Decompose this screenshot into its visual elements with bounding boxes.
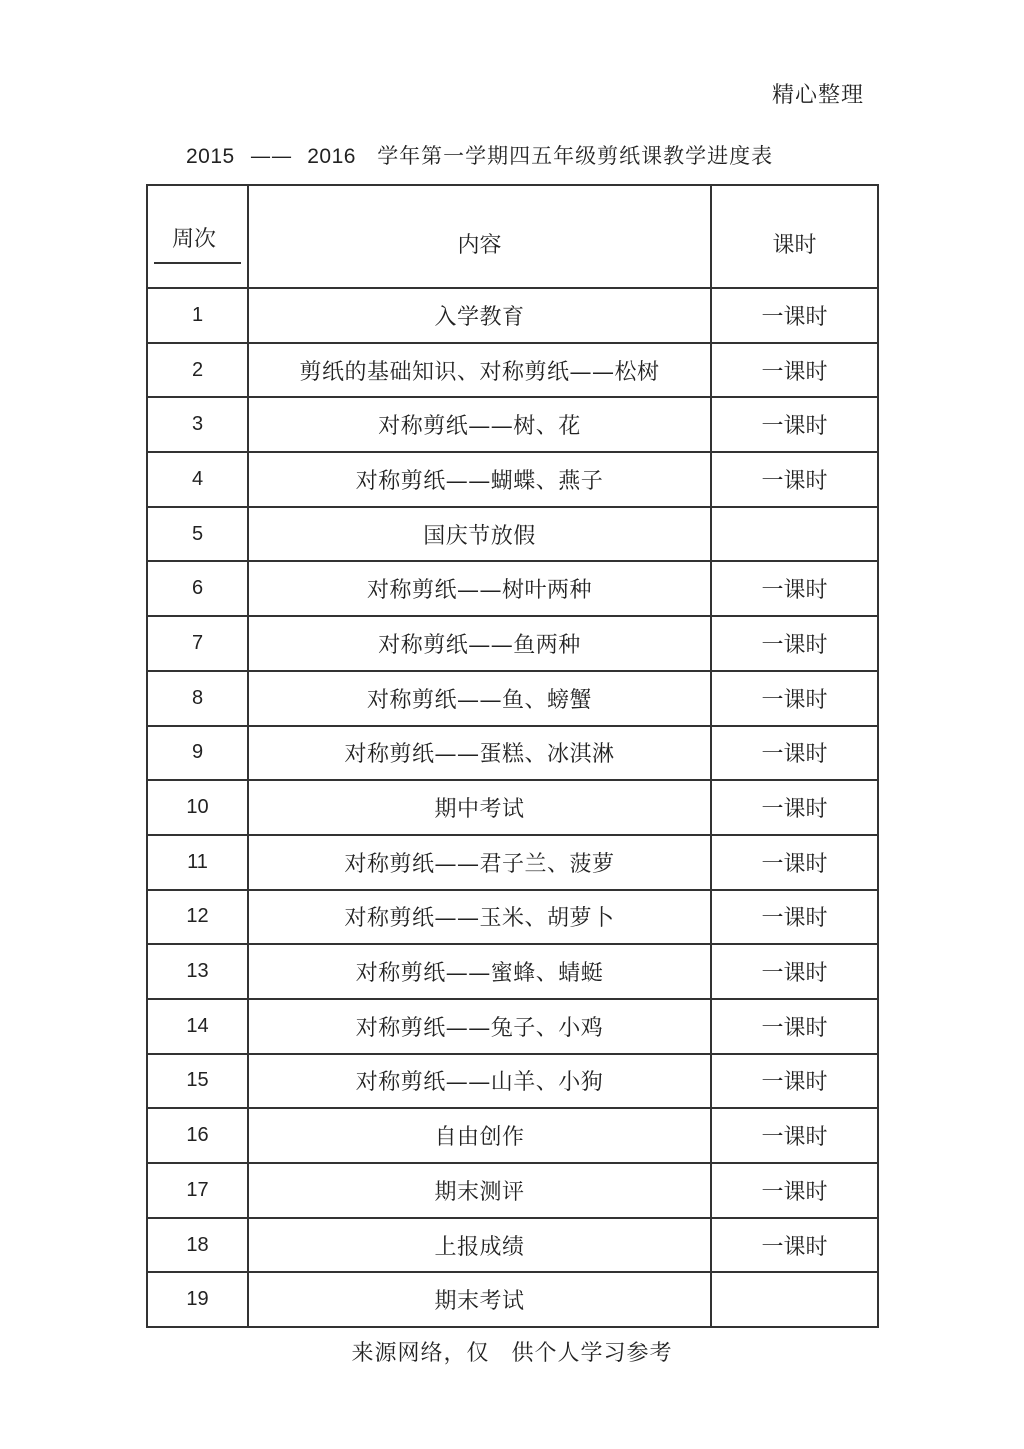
table-row — [147, 1054, 878, 1109]
content-cell: 对称剪纸——玉米、胡萝卜 — [248, 890, 711, 945]
hours-cell — [711, 1272, 878, 1327]
page-title — [186, 140, 773, 170]
hours-cell: 一课时 — [711, 1108, 878, 1163]
hours-cell: 一课时 — [711, 1163, 878, 1218]
week-cell: 13 — [147, 944, 248, 999]
table-row — [147, 561, 878, 616]
hours-cell: 一课时 — [711, 616, 878, 671]
hours-cell: 一课时 — [711, 288, 878, 343]
footer-note-part1: 来源网络，仅 — [351, 1341, 490, 1366]
week-cell: 8 — [147, 671, 248, 726]
hours-cell: 一课时 — [711, 343, 878, 398]
week-column-header — [147, 185, 248, 288]
hours-cell: 一课时 — [711, 561, 878, 616]
hours-cell: 一课时 — [711, 1218, 878, 1273]
week-cell: 2 — [147, 343, 248, 398]
content-cell: 国庆节放假 — [248, 507, 711, 562]
content-cell: 对称剪纸——蜜蜂、蜻蜓 — [248, 944, 711, 999]
content-cell: 期末测评 — [248, 1163, 711, 1218]
week-header-underline — [154, 262, 241, 264]
week-cell: 9 — [147, 726, 248, 781]
table-row — [147, 343, 878, 398]
content-cell: 对称剪纸——山羊、小狗 — [248, 1054, 711, 1109]
week-cell: 15 — [147, 1054, 248, 1109]
table-row — [147, 288, 878, 343]
hours-cell: 一课时 — [711, 397, 878, 452]
top-right-note: 精心整理 — [771, 83, 864, 108]
table-row — [147, 452, 878, 507]
hours-cell — [711, 507, 878, 562]
content-cell: 对称剪纸——君子兰、菠萝 — [248, 835, 711, 890]
content-cell: 对称剪纸——鱼两种 — [248, 616, 711, 671]
content-cell: 上报成绩 — [248, 1218, 711, 1273]
schedule-table — [146, 184, 879, 1328]
hours-cell: 一课时 — [711, 999, 878, 1054]
content-cell: 期末考试 — [248, 1272, 711, 1327]
hours-cell: 一课时 — [711, 944, 878, 999]
table-row — [147, 1272, 878, 1327]
content-cell: 剪纸的基础知识、对称剪纸——松树 — [248, 343, 711, 398]
week-cell: 11 — [147, 835, 248, 890]
week-cell: 7 — [147, 616, 248, 671]
week-cell: 1 — [147, 288, 248, 343]
table-row — [147, 507, 878, 562]
content-cell: 对称剪纸——树叶两种 — [248, 561, 711, 616]
hours-cell: 一课时 — [711, 890, 878, 945]
week-cell: 19 — [147, 1272, 248, 1327]
content-cell: 对称剪纸——兔子、小鸡 — [248, 999, 711, 1054]
content-cell: 对称剪纸——树、花 — [248, 397, 711, 452]
week-cell: 10 — [147, 780, 248, 835]
week-cell: 5 — [147, 507, 248, 562]
footer-note — [0, 1336, 1024, 1367]
table-row — [147, 1218, 878, 1273]
content-cell: 对称剪纸——蛋糕、冰淇淋 — [248, 726, 711, 781]
week-cell: 18 — [147, 1218, 248, 1273]
hours-cell: 一课时 — [711, 671, 878, 726]
hours-header-label: 课时 — [772, 233, 817, 258]
title-text: 学年第一学期四五年级剪纸课教学进度表 — [377, 144, 774, 168]
table-row — [147, 835, 878, 890]
title-year-end: 2016 — [307, 145, 356, 168]
week-cell: 3 — [147, 397, 248, 452]
hours-cell: 一课时 — [711, 1054, 878, 1109]
table-row — [147, 671, 878, 726]
table-row — [147, 397, 878, 452]
content-cell: 入学教育 — [248, 288, 711, 343]
content-cell: 期中考试 — [248, 780, 711, 835]
table-row — [147, 780, 878, 835]
table-row — [147, 1108, 878, 1163]
table-row — [147, 1163, 878, 1218]
week-cell: 16 — [147, 1108, 248, 1163]
content-cell: 对称剪纸——蝴蝶、燕子 — [248, 452, 711, 507]
table-row — [147, 999, 878, 1054]
week-cell: 17 — [147, 1163, 248, 1218]
title-year-start: 2015 — [186, 145, 235, 168]
table-row — [147, 944, 878, 999]
content-cell: 对称剪纸——鱼、螃蟹 — [248, 671, 711, 726]
content-cell: 自由创作 — [248, 1108, 711, 1163]
week-cell: 6 — [147, 561, 248, 616]
hours-cell: 一课时 — [711, 835, 878, 890]
table-row — [147, 890, 878, 945]
content-column-header — [248, 185, 711, 288]
title-dash: —— — [249, 144, 292, 168]
table-header-row — [147, 185, 878, 288]
hours-cell: 一课时 — [711, 726, 878, 781]
hours-column-header — [711, 185, 878, 288]
hours-cell: 一课时 — [711, 452, 878, 507]
table-row — [147, 726, 878, 781]
hours-cell: 一课时 — [711, 780, 878, 835]
table-row — [147, 616, 878, 671]
week-cell: 4 — [147, 452, 248, 507]
schedule-body — [147, 288, 878, 1327]
week-cell: 12 — [147, 890, 248, 945]
week-cell: 14 — [147, 999, 248, 1054]
footer-note-part2: 供个人学习参考 — [511, 1341, 673, 1366]
content-header-label: 内容 — [457, 233, 502, 258]
week-header-label: 周次 — [172, 227, 217, 252]
